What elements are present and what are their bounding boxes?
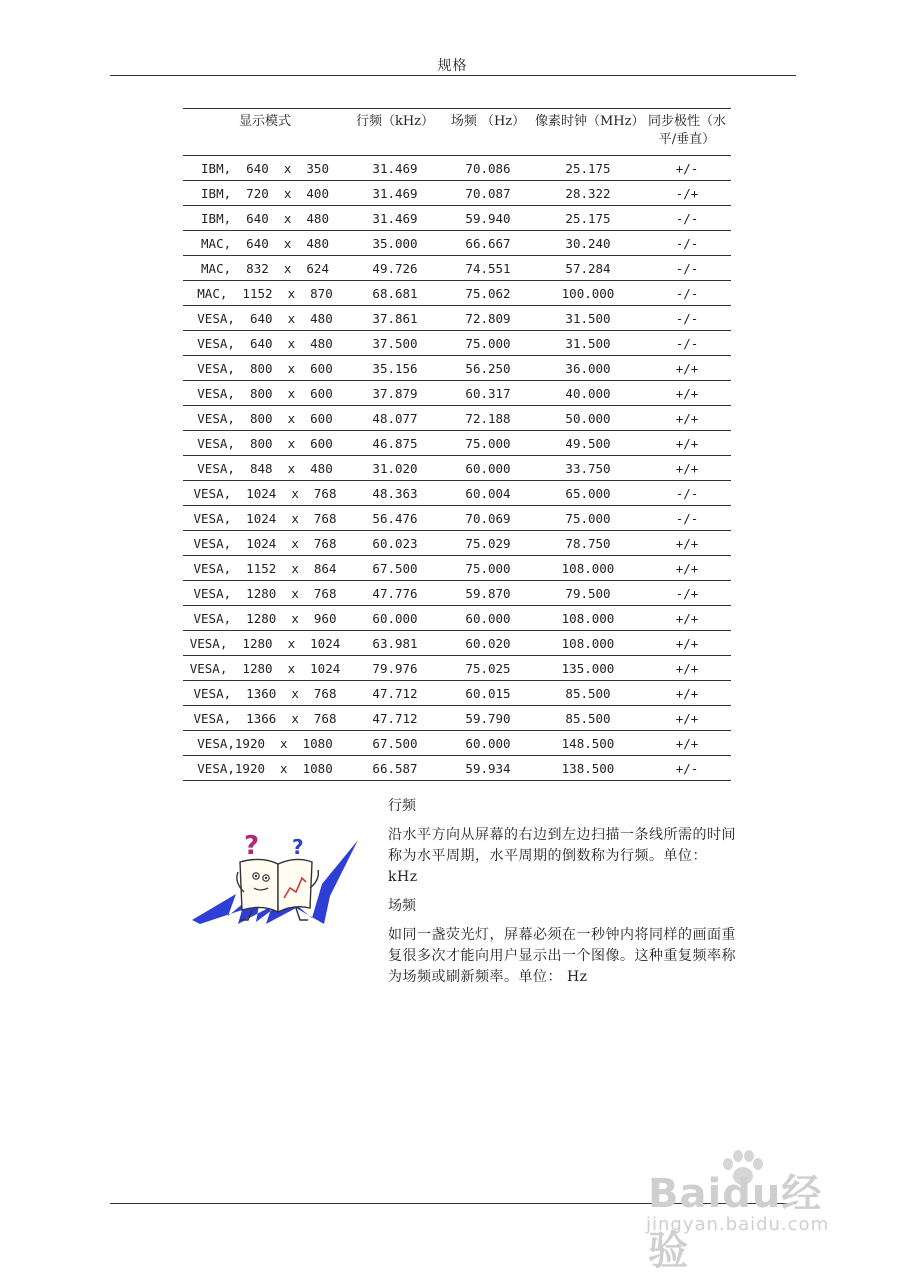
cell-display-mode: VESA,1920 x 1080 (183, 731, 347, 756)
cell-display-mode: VESA, 1024 x 768 (183, 481, 347, 506)
col-header-display-mode: 显示模式 (183, 109, 347, 156)
header-divider (110, 75, 796, 76)
cell-display-mode: VESA, 1280 x 1024 (183, 631, 347, 656)
table-row (183, 506, 731, 531)
cell-h-freq: 46.875 (347, 431, 443, 456)
col-header-pixel-clock: 像素时钟（MHz） (533, 109, 643, 156)
table-row (183, 481, 731, 506)
cell-h-freq: 49.726 (347, 256, 443, 281)
cell-pixel-clock: 30.240 (533, 231, 643, 256)
cell-display-mode: VESA,1920 x 1080 (183, 756, 347, 781)
cell-sync-polarity: +/+ (643, 706, 731, 731)
cell-h-freq: 37.879 (347, 381, 443, 406)
cell-h-freq: 47.712 (347, 706, 443, 731)
cell-h-freq: 37.500 (347, 331, 443, 356)
cell-h-freq: 56.476 (347, 506, 443, 531)
cell-display-mode: VESA, 800 x 600 (183, 406, 347, 431)
cell-v-freq: 59.940 (443, 206, 533, 231)
cell-sync-polarity: -/+ (643, 181, 731, 206)
cell-v-freq: 74.551 (443, 256, 533, 281)
cell-sync-polarity: +/+ (643, 381, 731, 406)
table-row (183, 656, 731, 681)
cell-display-mode: VESA, 1280 x 1024 (183, 656, 347, 681)
cell-sync-polarity: +/+ (643, 556, 731, 581)
cell-pixel-clock: 36.000 (533, 356, 643, 381)
cell-display-mode: VESA, 1280 x 960 (183, 606, 347, 631)
cell-pixel-clock: 138.500 (533, 756, 643, 781)
watermark-brand: Baidu经验 (648, 1171, 823, 1274)
cell-h-freq: 37.861 (347, 306, 443, 331)
table-row (183, 381, 731, 406)
cell-pixel-clock: 40.000 (533, 381, 643, 406)
cell-sync-polarity: +/+ (643, 606, 731, 631)
cell-pixel-clock: 78.750 (533, 531, 643, 556)
table-row (183, 581, 731, 606)
cell-pixel-clock: 75.000 (533, 506, 643, 531)
col-header-sync-polarity: 同步极性（水平/垂直） (643, 109, 731, 156)
cell-display-mode: MAC, 1152 x 870 (183, 281, 347, 306)
cell-h-freq: 31.469 (347, 206, 443, 231)
v-freq-description: 如同一盏荧光灯，屏幕必须在一秒钟内将同样的画面重复很多次才能向用户显示出一个图像。这种重复频率称为场频或刷新频率。单位： Hz (388, 927, 736, 985)
col-header-v-freq: 场频 （Hz） (443, 109, 533, 156)
cell-sync-polarity: +/+ (643, 356, 731, 381)
cell-display-mode: VESA, 1280 x 768 (183, 581, 347, 606)
table-row (183, 431, 731, 456)
cell-v-freq: 75.025 (443, 656, 533, 681)
cell-pixel-clock: 33.750 (533, 456, 643, 481)
table-row (183, 606, 731, 631)
cell-h-freq: 60.023 (347, 531, 443, 556)
cell-sync-polarity: -/- (643, 306, 731, 331)
cell-h-freq: 48.077 (347, 406, 443, 431)
cell-display-mode: VESA, 1024 x 768 (183, 506, 347, 531)
table-row (183, 306, 731, 331)
cell-pixel-clock: 135.000 (533, 656, 643, 681)
cell-v-freq: 75.062 (443, 281, 533, 306)
cell-h-freq: 66.587 (347, 756, 443, 781)
cell-pixel-clock: 108.000 (533, 631, 643, 656)
cell-pixel-clock: 148.500 (533, 731, 643, 756)
cell-pixel-clock: 108.000 (533, 606, 643, 631)
cell-display-mode: VESA, 800 x 600 (183, 356, 347, 381)
cell-v-freq: 60.317 (443, 381, 533, 406)
cell-pixel-clock: 50.000 (533, 406, 643, 431)
cell-h-freq: 35.000 (347, 231, 443, 256)
table-row (183, 331, 731, 356)
table-row (183, 231, 731, 256)
cell-display-mode: VESA, 640 x 480 (183, 306, 347, 331)
cell-display-mode: MAC, 832 x 624 (183, 256, 347, 281)
v-freq-term: 场频 (388, 898, 416, 914)
cell-sync-polarity: -/- (643, 206, 731, 231)
cell-sync-polarity: -/- (643, 331, 731, 356)
cell-pixel-clock: 65.000 (533, 481, 643, 506)
cell-v-freq: 75.000 (443, 431, 533, 456)
cell-sync-polarity: +/+ (643, 456, 731, 481)
cell-sync-polarity: -/- (643, 231, 731, 256)
cell-sync-polarity: -/- (643, 481, 731, 506)
table-row (183, 156, 731, 181)
table-row (183, 456, 731, 481)
cell-sync-polarity: +/+ (643, 656, 731, 681)
cell-v-freq: 70.086 (443, 156, 533, 181)
cell-pixel-clock: 79.500 (533, 581, 643, 606)
table-row (183, 181, 731, 206)
table-row (183, 731, 731, 756)
question-book-illustration (192, 832, 360, 924)
cell-v-freq: 60.004 (443, 481, 533, 506)
cell-v-freq: 59.790 (443, 706, 533, 731)
watermark-url: jingyan.baidu.com (646, 1214, 830, 1235)
cell-sync-polarity: -/- (643, 281, 731, 306)
cell-display-mode: VESA, 800 x 600 (183, 431, 347, 456)
baidu-watermark (640, 1148, 860, 1274)
cell-h-freq: 67.500 (347, 556, 443, 581)
cell-pixel-clock: 31.500 (533, 331, 643, 356)
cell-pixel-clock: 85.500 (533, 681, 643, 706)
cell-display-mode: VESA, 1366 x 768 (183, 706, 347, 731)
cell-pixel-clock: 49.500 (533, 431, 643, 456)
cell-pixel-clock: 108.000 (533, 556, 643, 581)
cell-sync-polarity: -/- (643, 506, 731, 531)
cell-display-mode: MAC, 640 x 480 (183, 231, 347, 256)
table-row (183, 681, 731, 706)
cell-display-mode: VESA, 1152 x 864 (183, 556, 347, 581)
cell-v-freq: 60.015 (443, 681, 533, 706)
cell-h-freq: 47.712 (347, 681, 443, 706)
table-row (183, 356, 731, 381)
cell-v-freq: 75.000 (443, 331, 533, 356)
display-mode-table (183, 108, 731, 781)
cell-display-mode: VESA, 640 x 480 (183, 331, 347, 356)
cell-sync-polarity: -/- (643, 256, 731, 281)
cell-sync-polarity: +/+ (643, 731, 731, 756)
cell-h-freq: 68.681 (347, 281, 443, 306)
cell-pixel-clock: 57.284 (533, 256, 643, 281)
cell-sync-polarity: +/+ (643, 681, 731, 706)
cell-sync-polarity: +/+ (643, 406, 731, 431)
cell-v-freq: 60.000 (443, 456, 533, 481)
table-row (183, 281, 731, 306)
table-row (183, 756, 731, 781)
cell-h-freq: 63.981 (347, 631, 443, 656)
cell-sync-polarity: +/+ (643, 631, 731, 656)
cell-sync-polarity: -/+ (643, 581, 731, 606)
cell-v-freq: 59.934 (443, 756, 533, 781)
cell-v-freq: 60.020 (443, 631, 533, 656)
table-row (183, 256, 731, 281)
cell-h-freq: 47.776 (347, 581, 443, 606)
cell-pixel-clock: 25.175 (533, 206, 643, 231)
cell-display-mode: IBM, 720 x 400 (183, 181, 347, 206)
table-header-row (183, 109, 731, 156)
table-row (183, 206, 731, 231)
cell-h-freq: 31.469 (347, 181, 443, 206)
cell-display-mode: VESA, 1360 x 768 (183, 681, 347, 706)
table-row (183, 631, 731, 656)
h-freq-description: 沿水平方向从屏幕的右边到左边扫描一条线所需的时间称为水平周期，水平周期的倒数称为行频。单位： kHz (388, 827, 736, 885)
cell-v-freq: 70.069 (443, 506, 533, 531)
question-mark-icon: ? (292, 835, 304, 859)
cell-display-mode: IBM, 640 x 480 (183, 206, 347, 231)
cell-h-freq: 79.976 (347, 656, 443, 681)
cell-display-mode: IBM, 640 x 350 (183, 156, 347, 181)
cell-h-freq: 67.500 (347, 731, 443, 756)
h-freq-term: 行频 (388, 798, 416, 814)
cell-v-freq: 60.000 (443, 731, 533, 756)
table-row (183, 531, 731, 556)
cell-h-freq: 35.156 (347, 356, 443, 381)
cell-v-freq: 60.000 (443, 606, 533, 631)
page-header-title: 规格 (437, 58, 468, 74)
table-row (183, 556, 731, 581)
table-row (183, 706, 731, 731)
cell-display-mode: VESA, 1024 x 768 (183, 531, 347, 556)
cell-h-freq: 31.469 (347, 156, 443, 181)
table-body (183, 156, 731, 781)
cell-pixel-clock: 25.175 (533, 156, 643, 181)
cell-sync-polarity: +/- (643, 156, 731, 181)
cell-display-mode: VESA, 800 x 600 (183, 381, 347, 406)
cell-h-freq: 31.020 (347, 456, 443, 481)
table-row (183, 406, 731, 431)
cell-v-freq: 70.087 (443, 181, 533, 206)
cell-v-freq: 75.029 (443, 531, 533, 556)
cell-v-freq: 59.870 (443, 581, 533, 606)
question-mark-icon: ? (244, 832, 260, 861)
cell-v-freq: 72.809 (443, 306, 533, 331)
col-header-h-freq: 行频（kHz） (347, 109, 443, 156)
cell-h-freq: 48.363 (347, 481, 443, 506)
cell-sync-polarity: +/- (643, 756, 731, 781)
explanation-notes (388, 796, 740, 996)
cell-pixel-clock: 85.500 (533, 706, 643, 731)
cell-v-freq: 56.250 (443, 356, 533, 381)
cell-display-mode: VESA, 848 x 480 (183, 456, 347, 481)
cell-v-freq: 66.667 (443, 231, 533, 256)
cell-pixel-clock: 31.500 (533, 306, 643, 331)
cell-v-freq: 75.000 (443, 556, 533, 581)
cell-sync-polarity: +/+ (643, 431, 731, 456)
cell-h-freq: 60.000 (347, 606, 443, 631)
cell-v-freq: 72.188 (443, 406, 533, 431)
cell-sync-polarity: +/+ (643, 531, 731, 556)
cell-pixel-clock: 28.322 (533, 181, 643, 206)
cell-pixel-clock: 100.000 (533, 281, 643, 306)
